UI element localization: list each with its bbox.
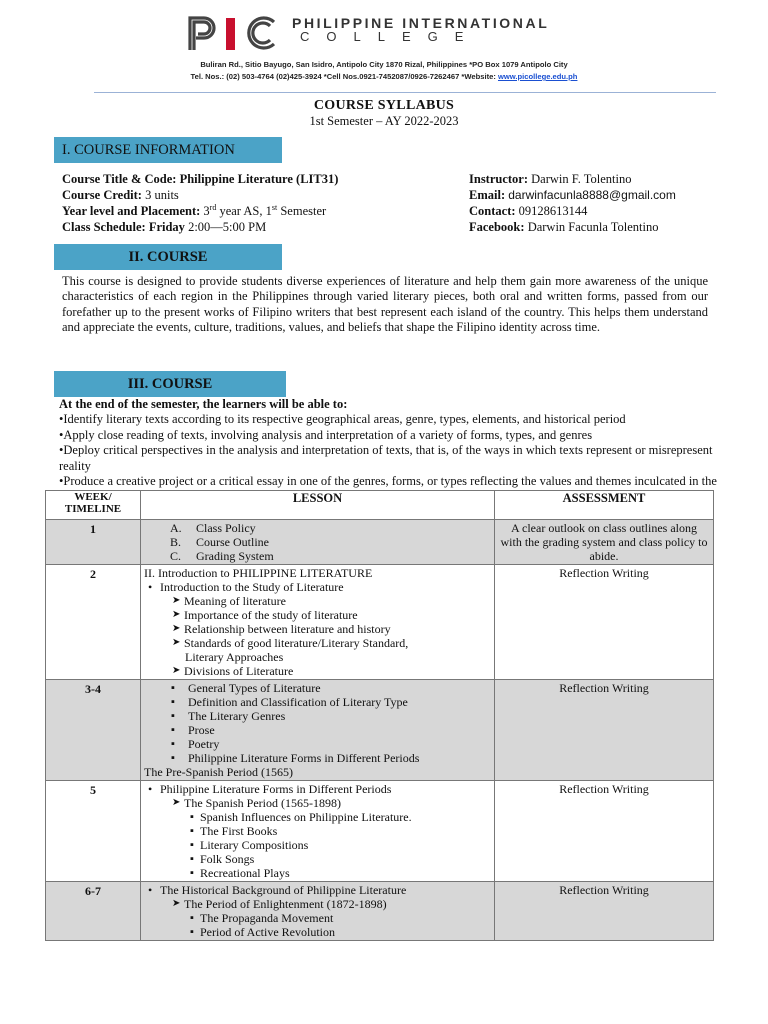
assessment-cell: Reflection Writing — [495, 680, 714, 781]
subsubitem-text: The Propaganda Movement — [200, 911, 334, 925]
lesson-item — [144, 737, 492, 751]
outcome-item: •Produce a creative project or a critical essay in one of the genres, forms, or types reflecting the values and themes inculcated in the text. — [59, 474, 717, 504]
item-text: General Types of Literature — [188, 681, 321, 695]
class-schedule-label: Class Schedule: Friday — [62, 220, 185, 234]
facebook-label: Facebook: — [469, 220, 525, 234]
subitem-text: Relationship between literature and history — [184, 622, 391, 636]
class-schedule-row — [62, 219, 338, 235]
week-cell: 1 — [46, 520, 141, 565]
week-cell: 5 — [46, 781, 141, 882]
table-row — [46, 781, 714, 882]
outcomes-lead: At the end of the semester, the learners will be able to: — [59, 397, 348, 411]
contact-numbers: Tel. Nos.: (02) 503-4764 (02)425-3924 *Cell Nos.0921-7452087/0926-7262467 *Website: — [190, 72, 498, 81]
course-title-row — [62, 171, 338, 187]
week-cell: 6-7 — [46, 882, 141, 941]
lesson-subitem — [144, 608, 492, 622]
semester-line: 1st Semester – AY 2022-2023 — [309, 114, 459, 128]
item-text: Course Outline — [196, 535, 269, 549]
facebook-value: Darwin Facunla Tolentino — [527, 220, 659, 234]
instructor-value: Darwin F. Tolentino — [531, 172, 632, 186]
item-text: Class Policy — [196, 521, 256, 535]
section-course-information: I. COURSE INFORMATION — [54, 137, 282, 163]
lesson-item — [144, 549, 492, 563]
lesson-subitem — [144, 796, 492, 810]
subsubitem-text: The First Books — [200, 824, 278, 838]
subsubitem-text: Literary Compositions — [200, 838, 309, 852]
year-sup: rd — [209, 202, 217, 212]
facebook-row — [469, 219, 676, 235]
lesson-cell — [141, 520, 495, 565]
email-label: Email: — [469, 188, 506, 202]
lesson-cell — [141, 882, 495, 941]
table-header-row — [46, 491, 714, 520]
outcome-item: •Identify literary texts according to its respective geographical areas, genre, types, elements, and historical period — [59, 412, 626, 427]
item-marker: B. — [170, 535, 182, 549]
lesson-cell — [141, 565, 495, 680]
lesson-subitem — [144, 622, 492, 636]
lesson-heading: II. Introduction to PHILIPPINE LITERATURE — [144, 566, 373, 580]
lesson-subitem — [144, 636, 492, 650]
course-schedule-table — [45, 490, 714, 941]
lesson-subsubitem — [144, 925, 492, 939]
school-contact — [0, 72, 768, 81]
assessment-cell: Reflection Writing — [495, 565, 714, 680]
course-credit-value: 3 units — [145, 188, 179, 202]
item-text: Philippine Literature Forms in Different Periods — [188, 751, 420, 765]
year-value: 3 — [203, 204, 210, 218]
subitem-text: Meaning of literature — [184, 594, 286, 608]
school-name: PHILIPPINE INTERNATIONAL — [292, 15, 550, 31]
lesson-subsubitem — [144, 838, 492, 852]
table-row — [46, 565, 714, 680]
lesson-subitem-continued: Literary Approaches — [185, 650, 284, 664]
year-level-label: Year level and Placement: — [62, 204, 201, 218]
header-week: WEEK/ TIMELINE — [46, 491, 141, 520]
assessment-cell: Reflection Writing — [495, 882, 714, 941]
course-info-right — [469, 171, 676, 235]
instructor-label: Instructor: — [469, 172, 529, 186]
lesson-subsubitem — [144, 911, 492, 925]
learning-outcomes — [59, 397, 719, 505]
lesson-subitem — [144, 897, 492, 911]
year-level-row — [62, 203, 338, 219]
subitem-text: The Period of Enlightenment (1872-1898) — [184, 897, 387, 911]
subitem-text: The Spanish Period (1565-1898) — [184, 796, 341, 810]
outcome-item: •Deploy critical perspectives in the analysis and interpretation of texts, that is, of the ways in which texts represent or misrepresent reality — [59, 443, 713, 473]
school-subtitle: COLLEGE — [300, 29, 481, 44]
week-cell: 3-4 — [46, 680, 141, 781]
item-text: Definition and Classification of Literary Type — [188, 695, 408, 709]
contact-value: 09128613144 — [518, 204, 588, 218]
email-row — [469, 187, 676, 203]
outcome-item: •Apply close reading of texts, involving analysis and interpretation of a variety of forms, types, and genres — [59, 427, 593, 442]
item-text: Poetry — [188, 737, 220, 751]
lesson-subsubitem — [144, 810, 492, 824]
email-value[interactable]: darwinfacunla8888@gmail.com — [508, 188, 676, 202]
assessment-cell: A clear outlook on class outlines along with the grading system and class policy to abide. — [495, 520, 714, 565]
week-cell: 2 — [46, 565, 141, 680]
lesson-cell — [141, 781, 495, 882]
course-title-label: Course Title & Code: — [62, 172, 177, 186]
table-row — [46, 882, 714, 941]
subsubitem-text: Recreational Plays — [200, 866, 290, 880]
lesson-subsubitem — [144, 852, 492, 866]
header-lesson: LESSON — [141, 491, 495, 520]
lesson-cell — [141, 680, 495, 781]
lesson-item — [144, 521, 492, 535]
item-marker: C. — [170, 549, 182, 563]
subsubitem-text: Spanish Influences on Philippine Literature. — [200, 810, 412, 824]
section-course-description: II. COURSE — [54, 244, 282, 270]
lesson-item: • Introduction to the Study of Literature — [144, 580, 492, 594]
course-credit-label: Course Credit: — [62, 188, 142, 202]
lesson-item — [144, 535, 492, 549]
subsubitem-text: Folk Songs — [200, 852, 255, 866]
table-row — [46, 680, 714, 781]
lesson-item — [144, 695, 492, 709]
subitem-text: Importance of the study of literature — [184, 608, 358, 622]
lesson-item — [144, 751, 492, 765]
item-marker: A. — [170, 521, 182, 535]
course-description: This course is designed to provide students diverse experiences of literature and help them gain more awareness of the unique characteristics of each region in the Philippines through varied literary pieces, both oral and written forms, passed from our forefather up to the present works of Filipino writers that best represent each island of the country. This helps them understand and appreciate the events, culture, traditions, values, and beliefs that shape the Filipino identity across time. — [62, 274, 708, 335]
subitem-text: Divisions of Literature — [184, 664, 294, 678]
lesson-subitem — [144, 594, 492, 608]
lesson-item — [144, 709, 492, 723]
lesson-item — [144, 723, 492, 737]
lesson-subsubitem — [144, 824, 492, 838]
contact-label: Contact: — [469, 204, 516, 218]
class-schedule-value: 2:00—5:00 PM — [188, 220, 267, 234]
placement-suffix: Semester — [277, 204, 327, 218]
document-title: COURSE SYLLABUS — [313, 98, 455, 113]
section-course-outcomes: III. COURSE — [54, 371, 286, 397]
lesson-item — [144, 681, 492, 695]
lesson-tail: The Pre-Spanish Period (1565) — [144, 765, 293, 779]
subitem-text: Standards of good literature/Literary Standard, — [184, 636, 409, 650]
placement-sup: st — [271, 202, 278, 212]
instructor-row — [469, 171, 676, 187]
school-address: Buliran Rd., Sitio Bayugo, San Isidro, Antipolo City 1870 Rizal, Philippines *PO Box 1079 Antipolo City — [200, 60, 568, 69]
course-info-left — [62, 171, 338, 235]
website-link[interactable]: www.picollege.edu.ph — [497, 72, 578, 81]
table-row — [46, 520, 714, 565]
course-title-value: Philippine Literature (LIT31) — [179, 172, 339, 186]
lesson-subitem — [144, 664, 492, 678]
lesson-item: • Philippine Literature Forms in Different Periods — [144, 782, 492, 796]
lesson-subsubitem — [144, 866, 492, 880]
item-text: The Literary Genres — [188, 709, 286, 723]
course-credit-row — [62, 187, 338, 203]
placement-value: year AS, 1 — [216, 204, 272, 218]
header-assessment: ASSESSMENT — [495, 491, 714, 520]
item-text: Prose — [188, 723, 215, 737]
contact-row — [469, 203, 676, 219]
college-logo — [186, 12, 282, 52]
item-text: Grading System — [196, 549, 274, 563]
lesson-item: • The Historical Background of Philippine Literature — [144, 883, 492, 897]
assessment-cell: Reflection Writing — [495, 781, 714, 882]
subsubitem-text: Period of Active Revolution — [200, 925, 335, 939]
header-divider — [94, 92, 716, 93]
